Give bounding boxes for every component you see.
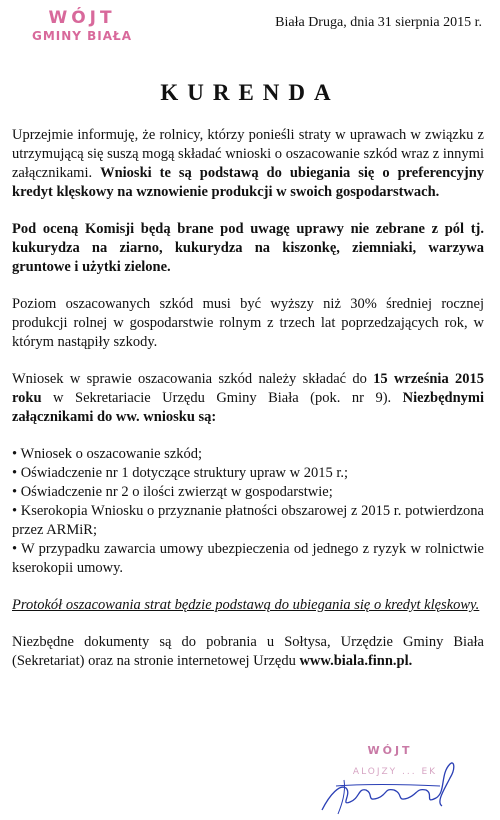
attachments-heading: Niezbędnymi załącznikami do ww. wniosku są: xyxy=(12,390,484,425)
document-title: KURENDA xyxy=(160,80,340,105)
paragraph-damage-level: Poziom oszacowanych szkód musi być wyższy niż 30% średniej rocznej produkcji rolnej w gospodarstwie rolnym z trzech lat poprzedzających rok, w którym nastąpiły szkody. xyxy=(12,296,484,350)
intro-text: Uprzejmie informuję, że rolnicy, którzy ponieśli straty w uprawach w związku z utrzymującą się suszą mogą składać wnioski o oszacowanie szkód wraz z innymi załącznikami. xyxy=(12,127,484,181)
paragraph-documents xyxy=(12,633,484,671)
attachments-list xyxy=(12,445,484,578)
list-item: • Oświadczenie nr 1 dotyczące struktury upraw w 2015 r.; xyxy=(12,465,349,481)
stamp-line-2: GMINY BIAŁA xyxy=(31,29,133,43)
stamp-line-1: WÓJT xyxy=(48,8,116,28)
list-item: • Kserokopia Wniosku o przyznanie płatności obszarowej z 2015 r. potwierdzona przez ARMiR; xyxy=(12,503,484,538)
signature-block xyxy=(300,744,480,820)
document-body xyxy=(12,126,484,671)
commission-text: Pod oceną Komisji będą brane pod uwagę uprawy nie zebrane z pól tj. kukurydza na ziarno, kukurydza na kiszonkę, ziemniaki, warzywa gruntowe i użytki zielone. xyxy=(12,221,484,275)
paragraph-protocol xyxy=(12,596,484,615)
documents-text: Niezbędne dokumenty są do pobrania u Sołtysa, Urzędzie Gminy Biała (Sekretariat) oraz na stronie internetowej Urzędu xyxy=(12,634,484,669)
list-item: • Wniosek o oszacowanie szkód; xyxy=(12,446,203,462)
website-link: www.biala.finn.pl. xyxy=(299,653,413,669)
deadline-place: w Sekretariacie Urzędu Gminy Biała (pok. nr 9). xyxy=(41,390,403,406)
intro-bold-text: Wnioski te są podstawą do ubiegania się o preferencyjny kredyt klęskowy na wznowienie produkcji w swoich gospodarstwach. xyxy=(12,165,485,200)
wojt-stamp xyxy=(22,8,142,44)
paragraph-commission xyxy=(12,220,484,277)
paragraph-deadline xyxy=(12,370,484,427)
paragraph-intro xyxy=(12,126,484,202)
place-date: Biała Druga, dnia 31 sierpnia 2015 r. xyxy=(275,15,482,30)
deadline-date: 15 września 2015 roku xyxy=(12,371,485,406)
deadline-intro: Wniosek w sprawie oszacowania szkód należy składać do xyxy=(12,371,374,387)
list-item: • W przypadku zawarcia umowy ubezpieczenia od jednego z ryzyk w rolnictwie kserokopii umowy. xyxy=(12,541,484,576)
signature-scribble xyxy=(300,744,480,820)
bottom-stamp-title: WÓJT xyxy=(367,744,413,757)
list-item: • Oświadczenie nr 2 o ilości zwierząt w gospodarstwie; xyxy=(12,484,333,500)
bottom-stamp-name: ALOJZY ... EK xyxy=(352,767,438,777)
protocol-text: Protokół oszacowania strat będzie podstawą do ubiegania się o kredyt klęskowy. xyxy=(12,597,480,613)
